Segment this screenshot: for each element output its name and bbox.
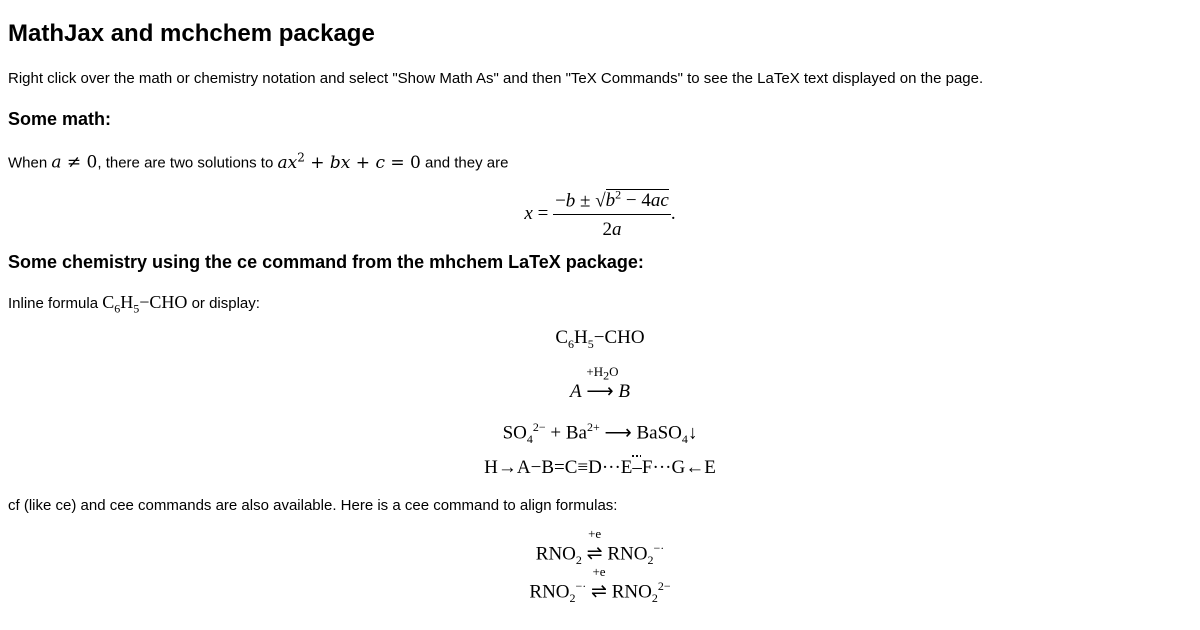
chem-paragraph: Inline formula $C_6H_5-CHO$ or display: [8, 292, 260, 316]
chem-reaction-arrow: A $+H_2O$ ⟶ B [570, 364, 630, 402]
math-inline-quadratic: $ax^2$ + bx + c = 0 [277, 150, 421, 173]
chem-bonds: H→A−B=C≡D···E–F···G←E [484, 457, 716, 478]
math-heading: Some math: [8, 109, 112, 129]
chem-benzaldehyde: $C_6H_5-CHO$ [555, 327, 645, 351]
math-inline: a ≠ 0 [51, 152, 98, 173]
chem-inline: $C_6H_5-CHO$ [102, 292, 188, 316]
math-paragraph: When a ≠ 0, there are two solutions to $ax^2$ + bx + c = 0 and they are [8, 150, 509, 173]
chem-precipitation: $SO_4^{2-} + Ba^{2+}$ ⟶ BaSO$_4$↓ [502, 420, 698, 447]
quadratic-formula: x = $\frac{-b \pm √b^2 - 4ac}{2a}$ . [524, 188, 676, 241]
chem-heading: Some chemistry using the ce command from the mhchem LaTeX package: [8, 252, 644, 272]
cee-line-1: $RNO_2$ +e ⇌ $RNO_2^{-\cdot}$ [535, 526, 665, 568]
cee-line-2: $RNO_2^{-\cdot}$ +e ⇌ $RNO_2^{2-}$ [529, 564, 671, 606]
cee-text: cf (like ce) and cee commands are also available. Here is a cee command to align formulas: [8, 497, 618, 514]
intro-text: Right click over the math or chemistry notation and select "Show Math As" and then "TeX Commands" to see the LaTeX text displayed on the page. [8, 70, 984, 87]
page-title: MathJax and mchchem package [8, 20, 375, 47]
